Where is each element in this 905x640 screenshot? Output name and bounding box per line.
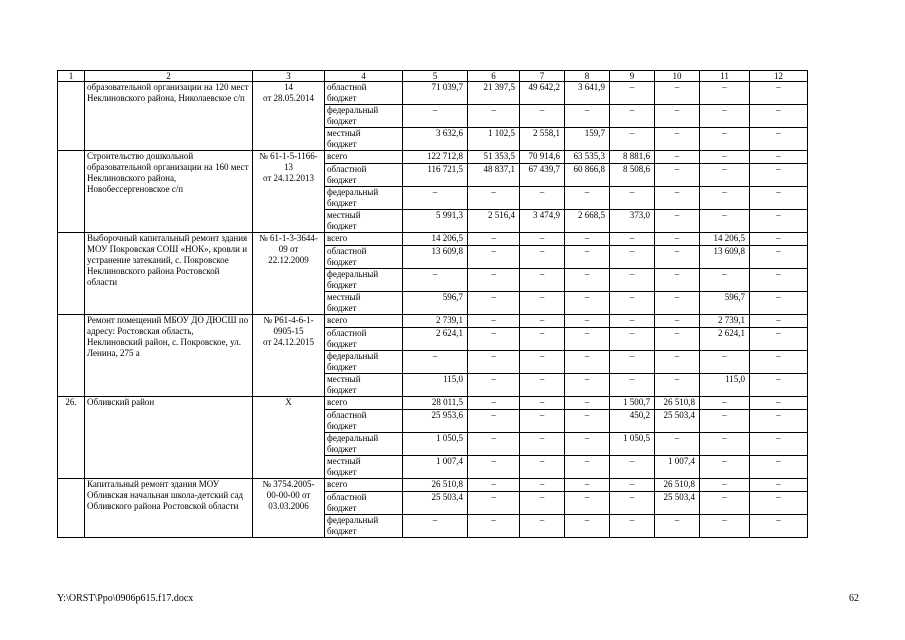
value-cell: 25 503,4 xyxy=(655,410,700,433)
table-header-row xyxy=(58,71,808,82)
value-cell: – xyxy=(700,351,750,374)
value-cell: 159,7 xyxy=(565,128,610,151)
column-header: 3 xyxy=(253,71,325,82)
column-header: 6 xyxy=(468,71,520,82)
value-cell: – xyxy=(520,397,565,410)
value-cell: – xyxy=(655,128,700,151)
value-cell: 26 510,8 xyxy=(655,479,700,492)
value-cell: 1 500,7 xyxy=(610,397,655,410)
value-cell: – xyxy=(610,246,655,269)
value-cell: – xyxy=(700,479,750,492)
value-cell: – xyxy=(468,515,520,538)
value-cell: – xyxy=(750,492,808,515)
value-cell: – xyxy=(520,187,565,210)
value-cell: – xyxy=(610,292,655,315)
table-row xyxy=(58,315,808,328)
row-number-cell xyxy=(58,151,85,233)
funding-source-cell: всего xyxy=(325,151,403,164)
value-cell: – xyxy=(700,515,750,538)
value-cell: – xyxy=(520,433,565,456)
value-cell: – xyxy=(565,374,610,397)
value-cell: – xyxy=(750,374,808,397)
value-cell: 63 535,3 xyxy=(565,151,610,164)
value-cell: 596,7 xyxy=(403,292,468,315)
value-cell: 3 474,9 xyxy=(520,210,565,233)
value-cell: – xyxy=(700,210,750,233)
value-cell: – xyxy=(565,397,610,410)
value-cell: 2 668,5 xyxy=(565,210,610,233)
value-cell: – xyxy=(468,328,520,351)
object-name-cell: Ремонт помещений МБОУ ДО ДЮСШ по адресу: Ростовская область, Неклиновский район, с. Покровское, ул. Ленина, 275 а xyxy=(85,315,253,397)
document-cell: № 61-1-5-1166-13 от 24.12.2013 xyxy=(253,151,325,233)
value-cell: – xyxy=(750,105,808,128)
value-cell: 2 624,1 xyxy=(403,328,468,351)
value-cell: – xyxy=(468,315,520,328)
value-cell: 5 991,3 xyxy=(403,210,468,233)
value-cell: – xyxy=(750,315,808,328)
value-cell: 51 353,5 xyxy=(468,151,520,164)
object-name-cell: образовательной организации на 120 мест Неклиновского района, Николаевское с/п xyxy=(85,82,253,151)
funding-source-cell: местный бюджет xyxy=(325,292,403,315)
value-cell: – xyxy=(655,269,700,292)
budget-table xyxy=(57,70,808,538)
value-cell: – xyxy=(468,233,520,246)
value-cell: 25 503,4 xyxy=(403,492,468,515)
value-cell: – xyxy=(610,82,655,105)
document-cell: Х xyxy=(253,397,325,479)
value-cell: – xyxy=(565,269,610,292)
value-cell: 25 503,4 xyxy=(655,492,700,515)
value-cell: – xyxy=(700,269,750,292)
value-cell: – xyxy=(565,351,610,374)
value-cell: – xyxy=(520,492,565,515)
value-cell: – xyxy=(565,328,610,351)
value-cell: – xyxy=(610,105,655,128)
value-cell: – xyxy=(750,128,808,151)
object-name-cell: Выборочный капитальный ремонт здания МОУ Покровская СОШ «НОК», кровли и устранение затеканий, с. Покровское Неклиновского района Ростовской области xyxy=(85,233,253,315)
value-cell: – xyxy=(655,374,700,397)
value-cell: – xyxy=(610,351,655,374)
value-cell: – xyxy=(655,105,700,128)
value-cell: 48 837,1 xyxy=(468,164,520,187)
value-cell: – xyxy=(700,187,750,210)
value-cell: – xyxy=(700,492,750,515)
value-cell: – xyxy=(468,269,520,292)
value-cell: – xyxy=(700,105,750,128)
value-cell: 3 641,9 xyxy=(565,82,610,105)
value-cell: – xyxy=(610,456,655,479)
value-cell: – xyxy=(655,292,700,315)
table-row xyxy=(58,479,808,492)
value-cell: – xyxy=(700,128,750,151)
funding-source-cell: областной бюджет xyxy=(325,492,403,515)
value-cell: 14 206,5 xyxy=(700,233,750,246)
value-cell: – xyxy=(468,433,520,456)
funding-source-cell: областной бюджет xyxy=(325,164,403,187)
value-cell: – xyxy=(468,351,520,374)
value-cell: – xyxy=(468,187,520,210)
value-cell: – xyxy=(520,292,565,315)
value-cell: – xyxy=(750,351,808,374)
document-cell: № 3754.2005- 00-00-00 от 03.03.2006 xyxy=(253,479,325,538)
funding-source-cell: областной бюджет xyxy=(325,82,403,105)
value-cell: – xyxy=(655,315,700,328)
object-name-cell: Капитальный ремонт здания МОУ Обливская начальная школа-детский сад Обливского района Ростовской области xyxy=(85,479,253,538)
value-cell: – xyxy=(520,351,565,374)
row-number-cell xyxy=(58,233,85,315)
value-cell: 2 624,1 xyxy=(700,328,750,351)
value-cell: – xyxy=(468,374,520,397)
value-cell: 60 866,8 xyxy=(565,164,610,187)
value-cell: – xyxy=(655,164,700,187)
column-header: 1 xyxy=(58,71,85,82)
column-header: 11 xyxy=(700,71,750,82)
document-cell: 14 от 28.05.2014 xyxy=(253,82,325,151)
funding-source-cell: местный бюджет xyxy=(325,128,403,151)
value-cell: 2 558,1 xyxy=(520,128,565,151)
value-cell: – xyxy=(520,246,565,269)
value-cell: – xyxy=(403,105,468,128)
value-cell: – xyxy=(610,479,655,492)
value-cell: – xyxy=(403,515,468,538)
column-header: 10 xyxy=(655,71,700,82)
value-cell: – xyxy=(565,479,610,492)
value-cell: – xyxy=(750,164,808,187)
value-cell: – xyxy=(700,151,750,164)
footer-file-path: Y:\ORST\Ppo\0906p615.f17.docx xyxy=(57,593,194,604)
value-cell: – xyxy=(750,515,808,538)
funding-source-cell: областной бюджет xyxy=(325,328,403,351)
value-cell: – xyxy=(610,187,655,210)
value-cell: – xyxy=(655,187,700,210)
value-cell: – xyxy=(655,151,700,164)
value-cell: – xyxy=(655,210,700,233)
funding-source-cell: всего xyxy=(325,479,403,492)
value-cell: – xyxy=(520,233,565,246)
value-cell: – xyxy=(468,105,520,128)
value-cell: – xyxy=(468,479,520,492)
value-cell: – xyxy=(750,82,808,105)
value-cell: – xyxy=(520,515,565,538)
value-cell: – xyxy=(750,397,808,410)
funding-source-cell: федеральный бюджет xyxy=(325,105,403,128)
value-cell: 13 609,8 xyxy=(403,246,468,269)
object-name-cell: Строительство дошкольной образовательной организации на 160 мест Неклиновского района, Новобессергеновское с/п xyxy=(85,151,253,233)
value-cell: 2 516,4 xyxy=(468,210,520,233)
object-name-cell: Обливский район xyxy=(85,397,253,479)
value-cell: – xyxy=(565,315,610,328)
column-header: 5 xyxy=(403,71,468,82)
value-cell: – xyxy=(750,246,808,269)
value-cell: 115,0 xyxy=(700,374,750,397)
value-cell: – xyxy=(655,351,700,374)
value-cell: – xyxy=(468,292,520,315)
value-cell: – xyxy=(468,246,520,269)
value-cell: 70 914,6 xyxy=(520,151,565,164)
value-cell: 373,0 xyxy=(610,210,655,233)
funding-source-cell: областной бюджет xyxy=(325,410,403,433)
value-cell: – xyxy=(468,410,520,433)
value-cell: – xyxy=(610,233,655,246)
value-cell: 14 206,5 xyxy=(403,233,468,246)
row-number-cell xyxy=(58,315,85,397)
value-cell: – xyxy=(520,456,565,479)
value-cell: 8 881,6 xyxy=(610,151,655,164)
value-cell: 115,0 xyxy=(403,374,468,397)
row-number-cell xyxy=(58,479,85,538)
value-cell: – xyxy=(468,492,520,515)
table-row xyxy=(58,397,808,410)
value-cell: – xyxy=(700,433,750,456)
value-cell: 1 007,4 xyxy=(655,456,700,479)
value-cell: 116 721,5 xyxy=(403,164,468,187)
value-cell: 450,2 xyxy=(610,410,655,433)
document-cell: № 61-1-3-3644- 09 от 22.12.2009 xyxy=(253,233,325,315)
funding-source-cell: местный бюджет xyxy=(325,374,403,397)
value-cell: – xyxy=(750,269,808,292)
value-cell: – xyxy=(700,456,750,479)
value-cell: 1 050,5 xyxy=(403,433,468,456)
value-cell: – xyxy=(655,328,700,351)
value-cell: – xyxy=(655,433,700,456)
funding-source-cell: местный бюджет xyxy=(325,456,403,479)
value-cell: – xyxy=(565,456,610,479)
value-cell: 8 508,6 xyxy=(610,164,655,187)
value-cell: 122 712,8 xyxy=(403,151,468,164)
value-cell: – xyxy=(700,82,750,105)
value-cell: – xyxy=(750,210,808,233)
column-header: 4 xyxy=(325,71,403,82)
row-number-cell xyxy=(58,82,85,151)
value-cell: – xyxy=(565,233,610,246)
value-cell: 3 632,6 xyxy=(403,128,468,151)
value-cell: 1 102,5 xyxy=(468,128,520,151)
value-cell: – xyxy=(750,292,808,315)
value-cell: 13 609,8 xyxy=(700,246,750,269)
row-number-cell: 26. xyxy=(58,397,85,479)
funding-source-cell: всего xyxy=(325,397,403,410)
value-cell: – xyxy=(403,351,468,374)
value-cell: – xyxy=(750,328,808,351)
funding-source-cell: федеральный бюджет xyxy=(325,433,403,456)
table-row xyxy=(58,151,808,164)
value-cell: 26 510,8 xyxy=(655,397,700,410)
value-cell: – xyxy=(610,374,655,397)
value-cell: 1 050,5 xyxy=(610,433,655,456)
value-cell: – xyxy=(610,269,655,292)
column-header: 2 xyxy=(85,71,253,82)
value-cell: 21 397,5 xyxy=(468,82,520,105)
value-cell: – xyxy=(655,246,700,269)
document-cell: № Р61-4-6-1- 0905-15 от 24.12.2015 xyxy=(253,315,325,397)
value-cell: 67 439,7 xyxy=(520,164,565,187)
value-cell: – xyxy=(655,82,700,105)
funding-source-cell: местный бюджет xyxy=(325,210,403,233)
value-cell: 49 642,2 xyxy=(520,82,565,105)
value-cell: – xyxy=(610,128,655,151)
value-cell: 1 007,4 xyxy=(403,456,468,479)
funding-source-cell: федеральный бюджет xyxy=(325,269,403,292)
value-cell: – xyxy=(750,233,808,246)
column-header: 7 xyxy=(520,71,565,82)
value-cell: – xyxy=(565,187,610,210)
value-cell: 28 011,5 xyxy=(403,397,468,410)
funding-source-cell: федеральный бюджет xyxy=(325,187,403,210)
value-cell: – xyxy=(565,515,610,538)
value-cell: – xyxy=(565,292,610,315)
value-cell: – xyxy=(520,315,565,328)
column-header: 8 xyxy=(565,71,610,82)
value-cell: – xyxy=(403,269,468,292)
table-row xyxy=(58,82,808,105)
funding-source-cell: всего xyxy=(325,315,403,328)
column-header: 9 xyxy=(610,71,655,82)
value-cell: – xyxy=(750,410,808,433)
value-cell: – xyxy=(565,246,610,269)
value-cell: – xyxy=(610,492,655,515)
value-cell: – xyxy=(520,410,565,433)
value-cell: – xyxy=(565,433,610,456)
value-cell: – xyxy=(520,479,565,492)
value-cell: – xyxy=(610,515,655,538)
value-cell: – xyxy=(610,315,655,328)
value-cell: – xyxy=(468,397,520,410)
value-cell: – xyxy=(750,187,808,210)
value-cell: 2 739,1 xyxy=(700,315,750,328)
value-cell: 25 953,6 xyxy=(403,410,468,433)
value-cell: – xyxy=(520,105,565,128)
value-cell: – xyxy=(403,187,468,210)
value-cell: – xyxy=(700,164,750,187)
value-cell: – xyxy=(700,410,750,433)
column-header: 12 xyxy=(750,71,808,82)
value-cell: – xyxy=(655,515,700,538)
value-cell: – xyxy=(520,374,565,397)
value-cell: 2 739,1 xyxy=(403,315,468,328)
value-cell: – xyxy=(520,269,565,292)
table-row xyxy=(58,233,808,246)
value-cell: 26 510,8 xyxy=(403,479,468,492)
value-cell: – xyxy=(565,410,610,433)
value-cell: – xyxy=(468,456,520,479)
page-number: 62 xyxy=(849,593,859,604)
value-cell: – xyxy=(565,492,610,515)
value-cell: – xyxy=(750,456,808,479)
value-cell: – xyxy=(700,397,750,410)
value-cell: – xyxy=(750,151,808,164)
value-cell: – xyxy=(565,105,610,128)
value-cell: – xyxy=(655,233,700,246)
value-cell: – xyxy=(610,328,655,351)
value-cell: 596,7 xyxy=(700,292,750,315)
value-cell: – xyxy=(750,479,808,492)
value-cell: – xyxy=(520,328,565,351)
value-cell: 71 039,7 xyxy=(403,82,468,105)
funding-source-cell: федеральный бюджет xyxy=(325,515,403,538)
funding-source-cell: федеральный бюджет xyxy=(325,351,403,374)
funding-source-cell: областной бюджет xyxy=(325,246,403,269)
funding-source-cell: всего xyxy=(325,233,403,246)
value-cell: – xyxy=(750,433,808,456)
